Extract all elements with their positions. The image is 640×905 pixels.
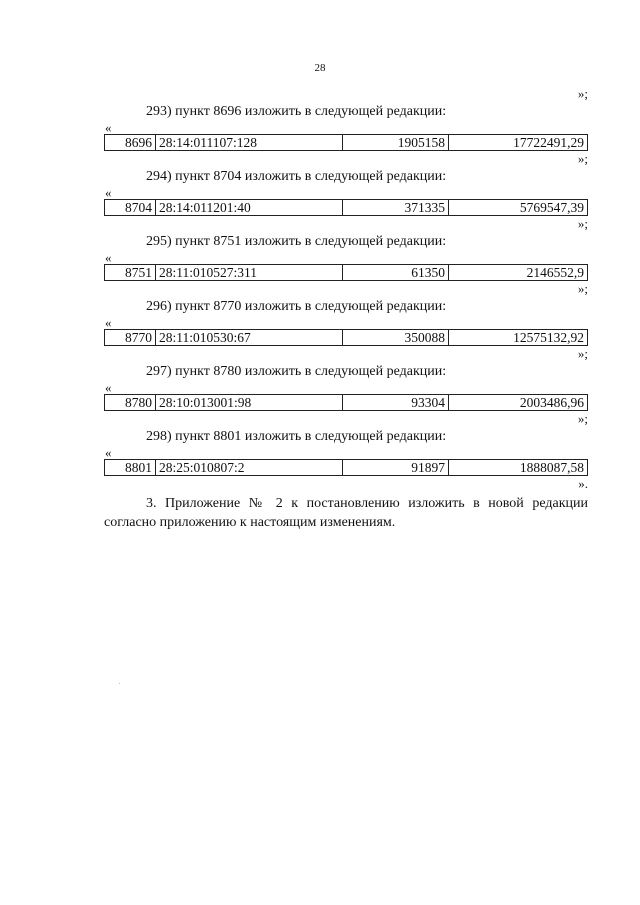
closing-quote: »; — [577, 216, 588, 231]
area-cell: 61350 — [343, 265, 449, 281]
item-table — [104, 134, 588, 151]
table-row — [105, 200, 588, 216]
value-cell: 12575132,92 — [449, 330, 588, 346]
table-row — [105, 395, 588, 411]
item-heading: 298) пункт 8801 изложить в следующей редакции: — [146, 429, 447, 444]
opening-quote: « — [105, 380, 112, 395]
table-row — [105, 135, 588, 151]
item-number-cell: 8780 — [105, 395, 156, 411]
cadastral-number-cell: 28:11:010530:67 — [156, 330, 343, 346]
item-table — [104, 199, 588, 216]
opening-quote: « — [105, 445, 112, 460]
item-heading: 295) пункт 8751 изложить в следующей редакции: — [146, 234, 447, 249]
cadastral-number-cell: 28:11:010527:311 — [156, 265, 343, 281]
cadastral-number-cell: 28:14:011201:40 — [156, 200, 343, 216]
closing-quote: »; — [577, 281, 588, 296]
closing-quote: »; — [577, 346, 588, 361]
final-paragraph: 3. Приложение № 2 к постановлению изложить в новой редакции согласно приложению к настоящим изменениям. — [104, 496, 588, 530]
value-cell: 2003486,96 — [449, 395, 588, 411]
opening-quote: « — [105, 250, 112, 265]
item-number-cell: 8801 — [105, 460, 156, 476]
opening-quote: « — [105, 185, 112, 200]
closing-quote: »; — [577, 411, 588, 426]
item-number-cell: 8704 — [105, 200, 156, 216]
item-table — [104, 264, 588, 281]
final-closing-quote: ». — [578, 476, 588, 491]
item-number-cell: 8751 — [105, 265, 156, 281]
closing-quote: »; — [577, 86, 588, 101]
cadastral-number-cell: 28:10:013001:98 — [156, 395, 343, 411]
scan-speck — [119, 683, 120, 684]
item-table — [104, 329, 588, 346]
value-cell: 5769547,39 — [449, 200, 588, 216]
item-number-cell: 8696 — [105, 135, 156, 151]
area-cell: 350088 — [343, 330, 449, 346]
item-heading: 296) пункт 8770 изложить в следующей редакции: — [146, 299, 447, 314]
value-cell: 2146552,9 — [449, 265, 588, 281]
item-table — [104, 394, 588, 411]
item-heading: 297) пункт 8780 изложить в следующей редакции: — [146, 364, 447, 379]
table-row — [105, 460, 588, 476]
table-row — [105, 330, 588, 346]
value-cell: 17722491,29 — [449, 135, 588, 151]
item-heading: 293) пункт 8696 изложить в следующей редакции: — [146, 104, 447, 119]
area-cell: 93304 — [343, 395, 449, 411]
table-row — [105, 265, 588, 281]
area-cell: 91897 — [343, 460, 449, 476]
closing-quote: »; — [577, 151, 588, 166]
area-cell: 1905158 — [343, 135, 449, 151]
cadastral-number-cell: 28:14:011107:128 — [156, 135, 343, 151]
item-heading: 294) пункт 8704 изложить в следующей редакции: — [146, 169, 447, 184]
value-cell: 1888087,58 — [449, 460, 588, 476]
page-number: 28 — [314, 62, 326, 74]
item-table — [104, 459, 588, 476]
opening-quote: « — [105, 120, 112, 135]
item-number-cell: 8770 — [105, 330, 156, 346]
opening-quote: « — [105, 315, 112, 330]
area-cell: 371335 — [343, 200, 449, 216]
document-body — [104, 86, 588, 546]
cadastral-number-cell: 28:25:010807:2 — [156, 460, 343, 476]
